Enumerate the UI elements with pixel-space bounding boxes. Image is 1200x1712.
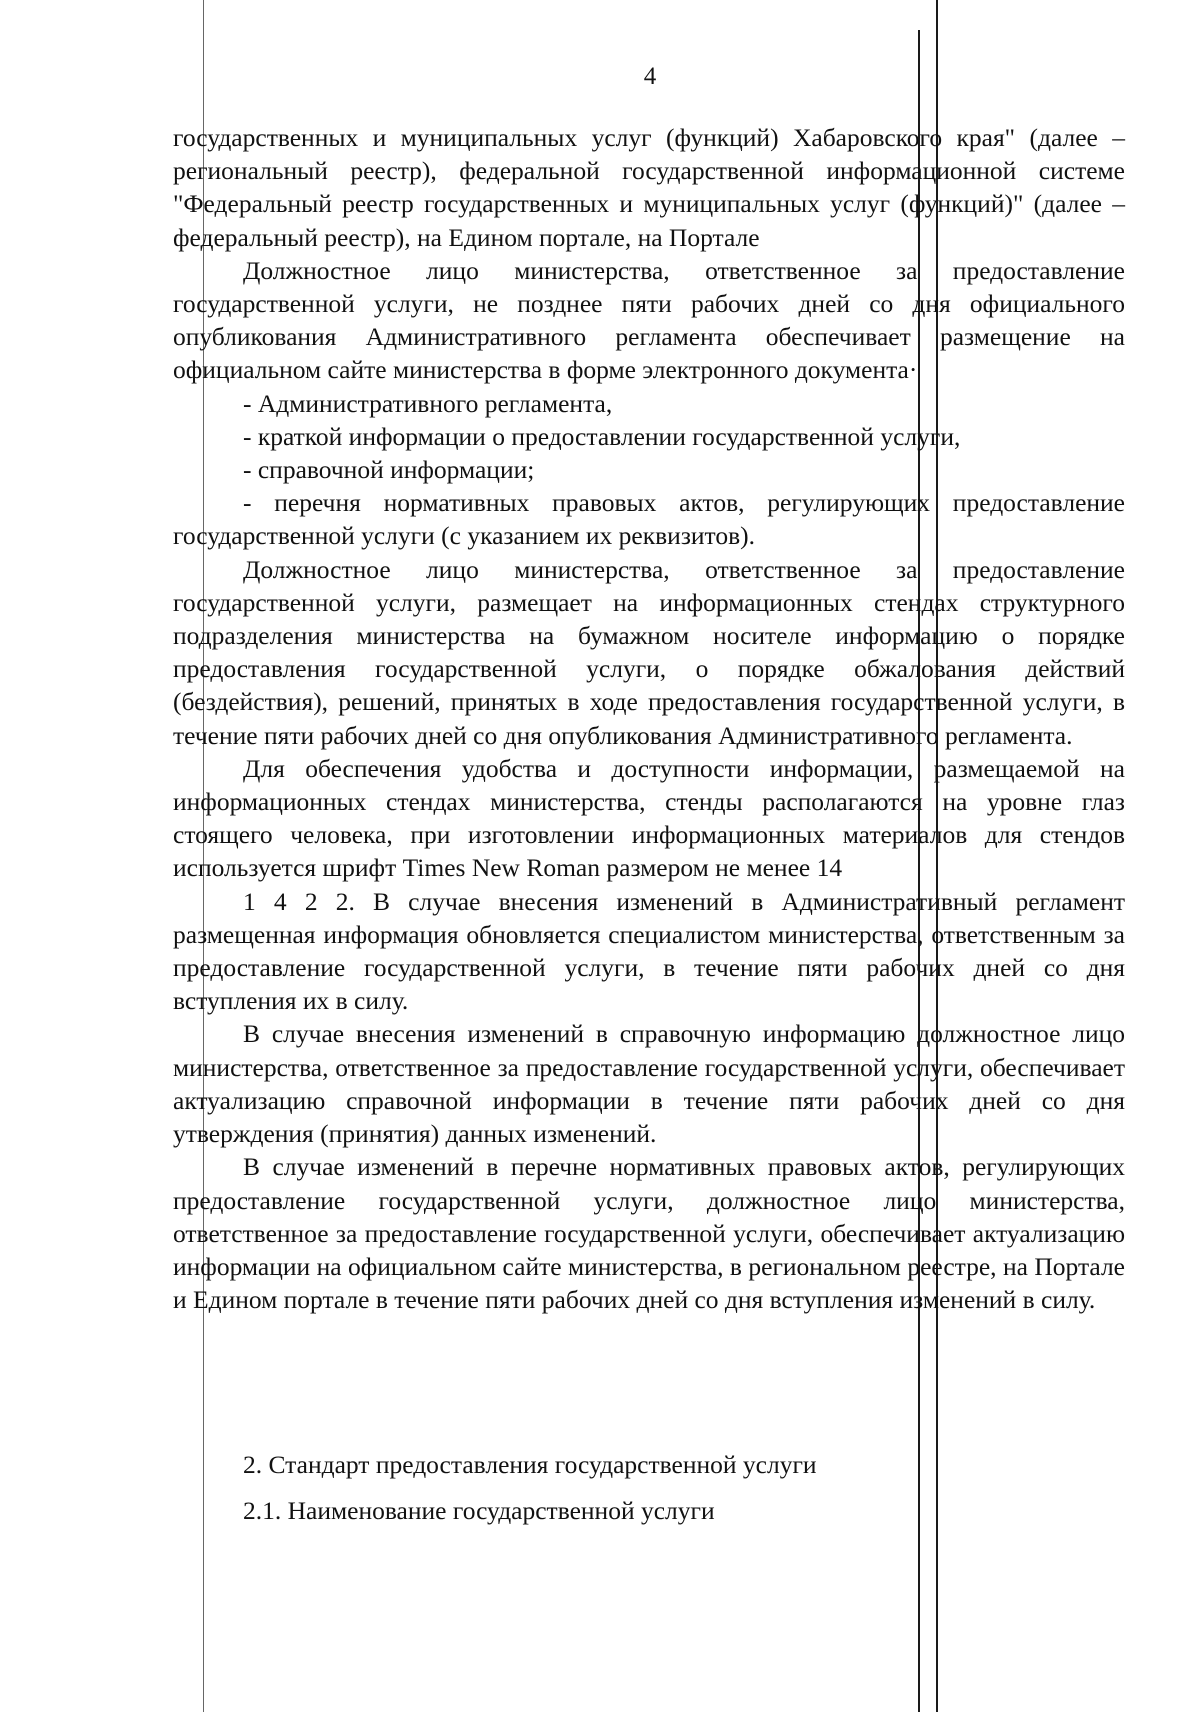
paragraph-clause-1-4-2-2: 1 4 2 2. В случае внесения изменений в Административный регламент размещенная информация обновляется специалистом министерства, ответственным за предоставление государственной услуги, в течение пяти рабочих дней со дня вступления их в силу. <box>173 886 1125 1016</box>
section-heading-2: 2. Стандарт предоставления государственной услуги <box>243 1450 817 1479</box>
paragraph-stand-accessibility: Для обеспечения удобства и доступности информации, размещаемой на информационных стендах министерства, стенды располагаются на уровне глаз стоящего человека, при изготовлении информационных материалов для стендов используется шрифт Times New Roman размером не менее 14 <box>173 753 1125 883</box>
page-number: 4 <box>643 63 657 90</box>
paragraph-information-stands: Должностное лицо министерства, ответственное за предоставление государственной услуги, размещает на информационных стендах структурного подразделения министерства на бумажном носителе информацию о порядке предоставления государственной услуги, о порядке обжалования действий (бездействия), решений, принятых в ходе предоставления государственной услуги, в течение пяти рабочих дней со дня опубликования Административного регламента. <box>173 554 1125 750</box>
paragraph-reference-changes: В случае внесения изменений в справочную информацию должностное лицо министерства, ответственное за предоставление государственной услуги, обеспечивает актуализацию справочной информации в течение пяти рабочих дней со дня утверждения (принятия) данных изменений. <box>173 1019 1125 1149</box>
list-item-regulation: - Административного регламента, <box>243 388 613 418</box>
section-headings <box>243 1448 1103 1540</box>
section-heading-2-1: 2.1. Наименование государственной услуги <box>243 1496 715 1525</box>
list-item-brief-info: - краткой информации о предоставлении государственной услуги, <box>243 421 961 451</box>
paragraph-legal-acts-changes: В случае изменений в перечне нормативных правовых актов, регулирующих предоставление государственной услуги, должностное лицо министерства, ответственное за предоставление государственной услуги, обеспечивает актуализацию информации на официальном сайте министерства, в региональном реестре, на Портале и Едином портале в течение пяти рабочих дней со дня вступления изменений в силу. <box>173 1152 1125 1315</box>
paragraph-official-duties: Должностное лицо министерства, ответственное за предоставление государственной услуги, не позднее пяти рабочих дней со дня официального опубликования Административного регламента обеспечивает размещение на официальном сайте министерства в форме электронного документа· <box>173 255 1125 385</box>
paragraph-registry-continuation: государственных и муниципальных услуг (функций) Хабаровского края" (далее – региональный реестр), федеральной государственной информационной системе "Федеральный реестр государственных и муниципальных услуг (функций)" (далее – федеральный реестр), на Едином портале, на Портале <box>173 123 1125 252</box>
list-item-reference-info: - справочной информации; <box>243 455 535 485</box>
list-item-legal-acts: - перечня нормативных правовых актов, регулирующих предоставление государственной услуги (с указанием их реквизитов). <box>173 488 1125 551</box>
document-body <box>173 121 1125 1316</box>
